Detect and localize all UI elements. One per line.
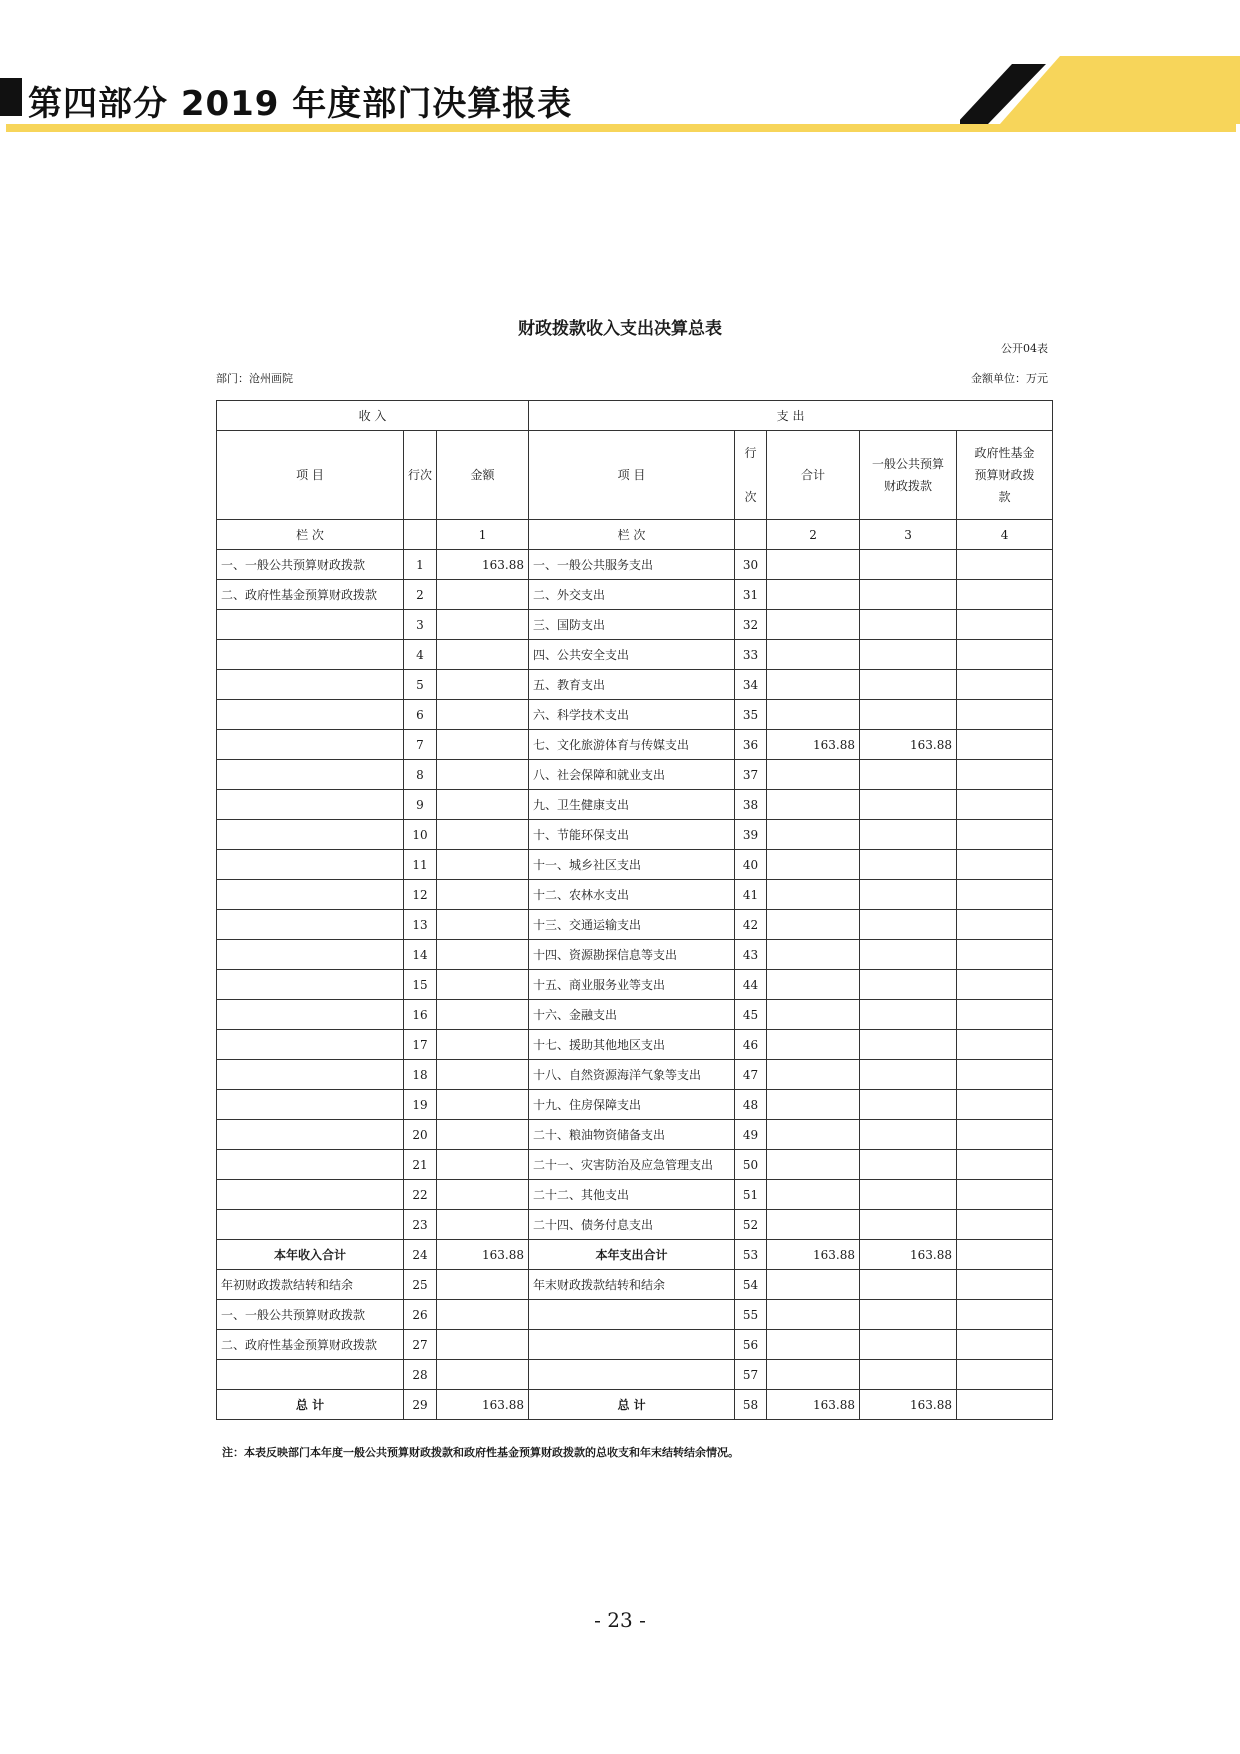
expense-row-no: 48 [735, 1090, 767, 1120]
expense-row-no: 34 [735, 670, 767, 700]
general-budget-amount [860, 1090, 957, 1120]
expense-row-no: 57 [735, 1360, 767, 1390]
income-item [217, 610, 404, 640]
expense-row-no: 44 [735, 970, 767, 1000]
income-row-no: 22 [404, 1180, 437, 1210]
form-number: 公开04表 [1001, 342, 1048, 355]
income-row-no: 16 [404, 1000, 437, 1030]
seq-4: 4 [957, 520, 1053, 550]
income-item [217, 790, 404, 820]
income-item [217, 1030, 404, 1060]
income-row-no: 9 [404, 790, 437, 820]
expense-item: 二十四、债务付息支出 [529, 1210, 735, 1240]
general-budget-amount [860, 700, 957, 730]
expense-item: 二十一、灾害防治及应急管理支出 [529, 1150, 735, 1180]
general-budget-amount [860, 880, 957, 910]
total-header: 合计 [767, 431, 860, 520]
expense-item: 二十、粮油物资储备支出 [529, 1120, 735, 1150]
income-item [217, 820, 404, 850]
income-item [217, 1090, 404, 1120]
expense-item: 年末财政拨款结转和结余 [529, 1270, 735, 1300]
fund-budget-amount [957, 1120, 1053, 1150]
income-amount [437, 730, 529, 760]
general-budget-amount [860, 910, 957, 940]
total-amount [767, 1180, 860, 1210]
expense-item: 十八、自然资源海洋气象等支出 [529, 1060, 735, 1090]
expense-item: 八、社会保障和就业支出 [529, 760, 735, 790]
income-item [217, 730, 404, 760]
income-amount [437, 1360, 529, 1390]
fund-budget-amount [957, 820, 1053, 850]
table-row [217, 970, 1053, 1000]
table-row [217, 820, 1053, 850]
income-amount [437, 970, 529, 1000]
fund-budget-amount [957, 1270, 1053, 1300]
expense-header: 支 出 [529, 401, 1053, 431]
sequence-row [217, 520, 1053, 550]
fund-budget-amount [957, 1240, 1053, 1270]
expense-item: 七、文化旅游体育与传媒支出 [529, 730, 735, 760]
total-amount [767, 970, 860, 1000]
expense-item [529, 1300, 735, 1330]
fund-budget-amount [957, 700, 1053, 730]
income-amount: 163.88 [437, 1240, 529, 1270]
general-budget-amount [860, 1330, 957, 1360]
income-row-no: 2 [404, 580, 437, 610]
income-amount [437, 1150, 529, 1180]
seq-2: 2 [767, 520, 860, 550]
expense-item: 十六、金融支出 [529, 1000, 735, 1030]
table-row [217, 1300, 1053, 1330]
general-budget-header: 一般公共预算财政拨款 [860, 431, 957, 520]
expense-row-no: 52 [735, 1210, 767, 1240]
total-amount [767, 760, 860, 790]
expense-seq-label: 栏 次 [529, 520, 735, 550]
income-amount [437, 880, 529, 910]
income-amount [437, 1120, 529, 1150]
income-item-header: 项 目 [217, 431, 404, 520]
table-row [217, 1180, 1053, 1210]
income-item [217, 700, 404, 730]
general-budget-amount [860, 820, 957, 850]
table-row [217, 1390, 1053, 1420]
income-item [217, 910, 404, 940]
table-row [217, 1210, 1053, 1240]
header-underline [6, 124, 1236, 132]
income-amount: 163.88 [437, 1390, 529, 1420]
total-amount [767, 1210, 860, 1240]
total-amount [767, 1060, 860, 1090]
income-amount [437, 1270, 529, 1300]
fund-budget-amount [957, 1210, 1053, 1240]
total-amount [767, 1270, 860, 1300]
expense-row-no: 31 [735, 580, 767, 610]
income-amount [437, 1180, 529, 1210]
table-row [217, 670, 1053, 700]
income-amount: 163.88 [437, 550, 529, 580]
table-row [217, 1030, 1053, 1060]
income-item [217, 850, 404, 880]
fund-budget-amount [957, 640, 1053, 670]
table-row [217, 850, 1053, 880]
total-amount [767, 550, 860, 580]
income-row-no: 6 [404, 700, 437, 730]
total-amount [767, 1150, 860, 1180]
income-row-no: 13 [404, 910, 437, 940]
total-amount [767, 1090, 860, 1120]
general-budget-amount [860, 640, 957, 670]
total-amount [767, 880, 860, 910]
column-header-row [217, 431, 1053, 520]
income-amount [437, 790, 529, 820]
table-row [217, 1270, 1053, 1300]
total-amount [767, 910, 860, 940]
income-row-no: 28 [404, 1360, 437, 1390]
expense-row-no: 33 [735, 640, 767, 670]
expense-item: 五、教育支出 [529, 670, 735, 700]
expense-item: 十二、农林水支出 [529, 880, 735, 910]
total-amount [767, 700, 860, 730]
income-row-no: 21 [404, 1150, 437, 1180]
table-row [217, 610, 1053, 640]
income-row-no: 19 [404, 1090, 437, 1120]
expense-item: 九、卫生健康支出 [529, 790, 735, 820]
general-budget-amount [860, 940, 957, 970]
total-amount: 163.88 [767, 1240, 860, 1270]
expense-item: 本年支出合计 [529, 1240, 735, 1270]
income-item [217, 1000, 404, 1030]
page-header [0, 0, 1240, 140]
income-amount [437, 1330, 529, 1360]
department-label: 部门：沧州画院 [216, 372, 293, 385]
income-row-no: 27 [404, 1330, 437, 1360]
income-header: 收 入 [217, 401, 529, 431]
total-amount [767, 610, 860, 640]
income-item: 一、一般公共预算财政拨款 [217, 550, 404, 580]
fund-budget-amount [957, 940, 1053, 970]
income-amount [437, 700, 529, 730]
fund-budget-amount [957, 550, 1053, 580]
income-amount [437, 1090, 529, 1120]
expense-row-no: 56 [735, 1330, 767, 1360]
table-row [217, 1360, 1053, 1390]
fund-budget-amount [957, 1180, 1053, 1210]
income-amount [437, 1060, 529, 1090]
expense-item-header: 项 目 [529, 431, 735, 520]
total-amount [767, 580, 860, 610]
total-amount: 163.88 [767, 1390, 860, 1420]
fund-budget-amount [957, 730, 1053, 760]
income-item [217, 640, 404, 670]
general-budget-amount [860, 970, 957, 1000]
expense-row-no: 32 [735, 610, 767, 640]
income-item: 年初财政拨款结转和结余 [217, 1270, 404, 1300]
expense-row-no: 49 [735, 1120, 767, 1150]
footnote: 注：本表反映部门本年度一般公共预算财政拨款和政府性基金预算财政拨款的总收支和年末结转结余情况。 [222, 1446, 739, 1459]
expense-item: 十四、资源勘探信息等支出 [529, 940, 735, 970]
expense-row-no: 46 [735, 1030, 767, 1060]
general-budget-amount [860, 1000, 957, 1030]
expense-item: 十、节能环保支出 [529, 820, 735, 850]
income-item: 二、政府性基金预算财政拨款 [217, 1330, 404, 1360]
total-amount [767, 1030, 860, 1060]
income-row-no: 5 [404, 670, 437, 700]
income-amount [437, 820, 529, 850]
fund-budget-header: 政府性基金预算财政拨款 [957, 431, 1053, 520]
fund-budget-amount [957, 1390, 1053, 1420]
table-row [217, 880, 1053, 910]
seq-1: 1 [437, 520, 529, 550]
income-item [217, 1120, 404, 1150]
fund-budget-amount [957, 1150, 1053, 1180]
income-row-no: 23 [404, 1210, 437, 1240]
income-amount [437, 940, 529, 970]
income-amount [437, 610, 529, 640]
income-row-no: 29 [404, 1390, 437, 1420]
income-row-no: 4 [404, 640, 437, 670]
expense-row-no: 53 [735, 1240, 767, 1270]
income-amount [437, 910, 529, 940]
expense-row-no: 41 [735, 880, 767, 910]
income-row-no: 10 [404, 820, 437, 850]
income-amount [437, 760, 529, 790]
expense-row-no: 30 [735, 550, 767, 580]
income-item [217, 970, 404, 1000]
general-budget-amount [860, 580, 957, 610]
income-seq-empty [404, 520, 437, 550]
unit-label: 金额单位：万元 [971, 372, 1048, 385]
general-budget-amount [860, 1300, 957, 1330]
income-row-no: 24 [404, 1240, 437, 1270]
document-title: 财政拨款收入支出决算总表 [518, 319, 722, 339]
income-item [217, 1210, 404, 1240]
table-row [217, 910, 1053, 940]
general-budget-amount [860, 1150, 957, 1180]
expense-item: 十一、城乡社区支出 [529, 850, 735, 880]
income-item [217, 670, 404, 700]
expense-item: 十七、援助其他地区支出 [529, 1030, 735, 1060]
income-amount [437, 580, 529, 610]
table-row [217, 940, 1053, 970]
expense-seq-empty [735, 520, 767, 550]
general-budget-amount [860, 790, 957, 820]
expense-item: 三、国防支出 [529, 610, 735, 640]
fund-budget-amount [957, 670, 1053, 700]
general-budget-amount: 163.88 [860, 730, 957, 760]
fund-budget-amount [957, 610, 1053, 640]
total-amount: 163.88 [767, 730, 860, 760]
expense-row-no: 50 [735, 1150, 767, 1180]
total-amount [767, 640, 860, 670]
total-amount [767, 670, 860, 700]
total-amount [767, 1330, 860, 1360]
total-amount [767, 1360, 860, 1390]
total-amount [767, 790, 860, 820]
expense-item: 二十二、其他支出 [529, 1180, 735, 1210]
expense-item: 四、公共安全支出 [529, 640, 735, 670]
income-item [217, 760, 404, 790]
income-item: 二、政府性基金预算财政拨款 [217, 580, 404, 610]
income-amount [437, 670, 529, 700]
fund-budget-amount [957, 970, 1053, 1000]
table-row [217, 700, 1053, 730]
table-row [217, 1240, 1053, 1270]
income-item [217, 1060, 404, 1090]
table-row [217, 1150, 1053, 1180]
total-amount [767, 940, 860, 970]
income-amount [437, 640, 529, 670]
general-budget-amount: 163.88 [860, 1240, 957, 1270]
fund-budget-amount [957, 1030, 1053, 1060]
income-amount [437, 1030, 529, 1060]
general-budget-amount [860, 850, 957, 880]
income-seq-label: 栏 次 [217, 520, 404, 550]
expense-row-header: 行次 [735, 431, 767, 520]
table-row [217, 760, 1053, 790]
expense-row-no: 43 [735, 940, 767, 970]
fund-budget-amount [957, 1300, 1053, 1330]
general-budget-amount [860, 1360, 957, 1390]
expense-row-no: 58 [735, 1390, 767, 1420]
fund-budget-amount [957, 1060, 1053, 1090]
expense-item [529, 1360, 735, 1390]
general-budget-amount [860, 760, 957, 790]
total-amount [767, 820, 860, 850]
income-row-no: 14 [404, 940, 437, 970]
table-row [217, 1090, 1053, 1120]
fund-budget-amount [957, 1360, 1053, 1390]
income-row-no: 12 [404, 880, 437, 910]
expense-row-no: 54 [735, 1270, 767, 1300]
total-amount [767, 850, 860, 880]
income-row-no: 11 [404, 850, 437, 880]
fund-budget-amount [957, 580, 1053, 610]
income-row-no: 1 [404, 550, 437, 580]
total-amount [767, 1300, 860, 1330]
income-item [217, 940, 404, 970]
seq-3: 3 [860, 520, 957, 550]
table-row [217, 1060, 1053, 1090]
section-header-row [217, 401, 1053, 431]
general-budget-amount [860, 550, 957, 580]
income-item [217, 1150, 404, 1180]
income-amount [437, 1210, 529, 1240]
fund-budget-amount [957, 790, 1053, 820]
income-amount [437, 850, 529, 880]
expense-item: 总 计 [529, 1390, 735, 1420]
expense-row-no: 36 [735, 730, 767, 760]
income-row-no: 25 [404, 1270, 437, 1300]
income-row-no: 7 [404, 730, 437, 760]
income-amount-header: 金额 [437, 431, 529, 520]
total-amount [767, 1120, 860, 1150]
income-row-no: 18 [404, 1060, 437, 1090]
income-row-no: 8 [404, 760, 437, 790]
ledger-table [216, 400, 1053, 1420]
fund-budget-amount [957, 1000, 1053, 1030]
fund-budget-amount [957, 1090, 1053, 1120]
income-item [217, 1180, 404, 1210]
income-row-no: 15 [404, 970, 437, 1000]
income-item: 总 计 [217, 1390, 404, 1420]
general-budget-amount [860, 1210, 957, 1240]
table-row [217, 1120, 1053, 1150]
income-item [217, 1360, 404, 1390]
total-amount [767, 1000, 860, 1030]
income-item [217, 880, 404, 910]
table-row [217, 1330, 1053, 1360]
expense-row-no: 38 [735, 790, 767, 820]
expense-item: 十九、住房保障支出 [529, 1090, 735, 1120]
fund-budget-amount [957, 850, 1053, 880]
expense-row-no: 55 [735, 1300, 767, 1330]
income-amount [437, 1000, 529, 1030]
general-budget-amount [860, 1030, 957, 1060]
expense-row-no: 37 [735, 760, 767, 790]
general-budget-amount [860, 1060, 957, 1090]
income-item: 本年收入合计 [217, 1240, 404, 1270]
table-row [217, 580, 1053, 610]
fund-budget-amount [957, 880, 1053, 910]
table-row [217, 640, 1053, 670]
general-budget-amount [860, 670, 957, 700]
table-row [217, 550, 1053, 580]
general-budget-amount [860, 1270, 957, 1300]
header-mark [0, 78, 22, 116]
fund-budget-amount [957, 1330, 1053, 1360]
table-row [217, 1000, 1053, 1030]
expense-item: 一、一般公共服务支出 [529, 550, 735, 580]
general-budget-amount: 163.88 [860, 1390, 957, 1420]
expense-row-no: 51 [735, 1180, 767, 1210]
expense-item [529, 1330, 735, 1360]
page-number: - 23 - [594, 1608, 646, 1632]
income-item: 一、一般公共预算财政拨款 [217, 1300, 404, 1330]
expense-row-no: 47 [735, 1060, 767, 1090]
general-budget-amount [860, 610, 957, 640]
expense-row-no: 42 [735, 910, 767, 940]
fund-budget-amount [957, 910, 1053, 940]
income-row-no: 3 [404, 610, 437, 640]
general-budget-amount [860, 1180, 957, 1210]
income-row-no: 26 [404, 1300, 437, 1330]
income-row-no: 17 [404, 1030, 437, 1060]
expense-item: 十三、交通运输支出 [529, 910, 735, 940]
income-amount [437, 1300, 529, 1330]
expense-row-no: 35 [735, 700, 767, 730]
expense-row-no: 39 [735, 820, 767, 850]
fund-budget-amount [957, 760, 1053, 790]
general-budget-amount [860, 1120, 957, 1150]
expense-item: 十五、商业服务业等支出 [529, 970, 735, 1000]
table-row [217, 730, 1053, 760]
table-row [217, 790, 1053, 820]
expense-row-no: 40 [735, 850, 767, 880]
expense-item: 二、外交支出 [529, 580, 735, 610]
income-row-no: 20 [404, 1120, 437, 1150]
header-title: 第四部分 2019 年度部门决算报表 [28, 84, 573, 124]
income-row-header: 行次 [404, 431, 437, 520]
expense-row-no: 45 [735, 1000, 767, 1030]
expense-item: 六、科学技术支出 [529, 700, 735, 730]
